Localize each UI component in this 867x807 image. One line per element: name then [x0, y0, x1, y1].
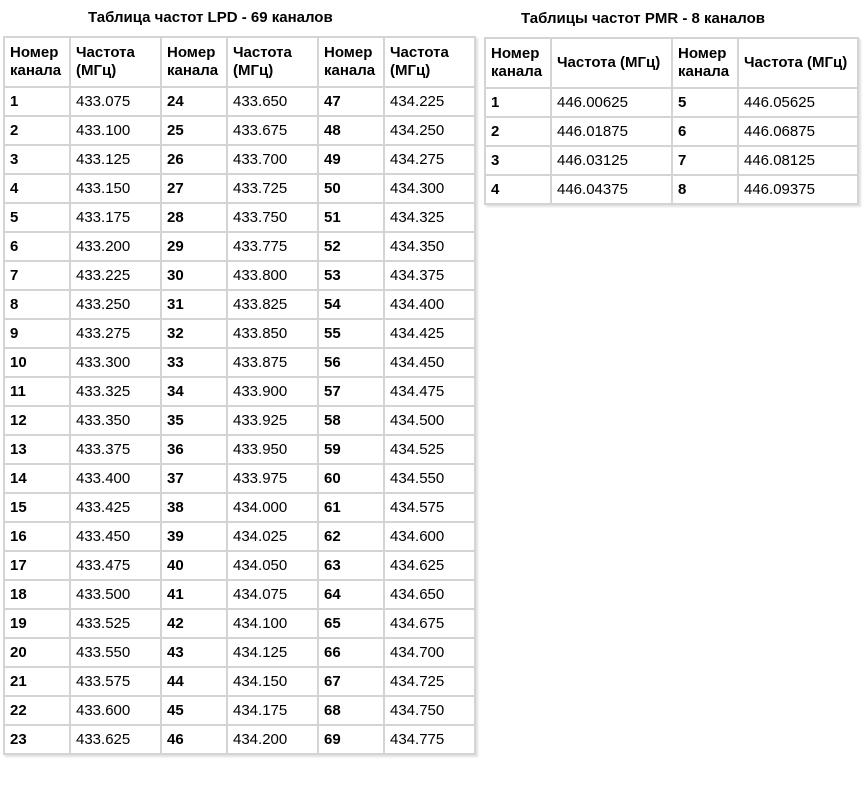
channel-number-cell: 42: [161, 609, 227, 638]
frequency-cell: 433.125: [70, 145, 161, 174]
frequency-cell: 433.975: [227, 464, 318, 493]
frequency-cell: 433.550: [70, 638, 161, 667]
header-frequency: Частота (МГц): [738, 38, 858, 88]
channel-number-cell: 52: [318, 232, 384, 261]
frequency-cell: 434.700: [384, 638, 475, 667]
frequency-cell: 433.175: [70, 203, 161, 232]
channel-number-cell: 24: [161, 87, 227, 116]
pmr-table-title: Таблицы частот PMR - 8 каналов: [521, 10, 765, 27]
frequency-cell: 434.125: [227, 638, 318, 667]
frequency-cell: 434.450: [384, 348, 475, 377]
table-row: [4, 435, 475, 464]
channel-number-cell: 31: [161, 290, 227, 319]
frequency-cell: 446.06875: [738, 117, 858, 146]
channel-number-cell: 23: [4, 725, 70, 754]
table-row: [485, 175, 858, 204]
channel-number-cell: 60: [318, 464, 384, 493]
channel-number-cell: 15: [4, 493, 70, 522]
lpd-table-title: Таблица частот LPD - 69 каналов: [88, 9, 333, 26]
channel-number-cell: 37: [161, 464, 227, 493]
table-header-row: [485, 38, 858, 88]
frequency-cell: 433.575: [70, 667, 161, 696]
frequency-cell: 433.425: [70, 493, 161, 522]
channel-number-cell: 3: [4, 145, 70, 174]
channel-number-cell: 58: [318, 406, 384, 435]
channel-number-cell: 28: [161, 203, 227, 232]
channel-number-cell: 68: [318, 696, 384, 725]
frequency-cell: 434.575: [384, 493, 475, 522]
channel-number-cell: 38: [161, 493, 227, 522]
frequency-cell: 433.325: [70, 377, 161, 406]
channel-number-cell: 3: [485, 146, 551, 175]
header-channel-number: Номер канала: [161, 37, 227, 87]
lpd-frequency-table: [3, 36, 476, 755]
channel-number-cell: 8: [672, 175, 738, 204]
frequency-cell: 433.300: [70, 348, 161, 377]
frequency-cell: 434.375: [384, 261, 475, 290]
frequency-cell: 433.275: [70, 319, 161, 348]
frequency-cell: 434.775: [384, 725, 475, 754]
table-row: [4, 406, 475, 435]
frequency-cell: 434.475: [384, 377, 475, 406]
channel-number-cell: 6: [672, 117, 738, 146]
frequency-cell: 433.100: [70, 116, 161, 145]
channel-number-cell: 5: [4, 203, 70, 232]
channel-number-cell: 20: [4, 638, 70, 667]
frequency-cell: 433.675: [227, 116, 318, 145]
frequency-cell: 433.200: [70, 232, 161, 261]
header-frequency: Частота (МГц): [551, 38, 672, 88]
channel-number-cell: 21: [4, 667, 70, 696]
frequency-cell: 434.600: [384, 522, 475, 551]
frequency-cell: 433.850: [227, 319, 318, 348]
header-frequency: Частота (МГц): [227, 37, 318, 87]
frequency-cell: 433.725: [227, 174, 318, 203]
frequency-cell: 434.100: [227, 609, 318, 638]
frequency-cell: 434.275: [384, 145, 475, 174]
channel-number-cell: 67: [318, 667, 384, 696]
frequency-cell: 446.08125: [738, 146, 858, 175]
table-row: [485, 88, 858, 117]
channel-number-cell: 39: [161, 522, 227, 551]
channel-number-cell: 16: [4, 522, 70, 551]
table-row: [4, 377, 475, 406]
channel-number-cell: 35: [161, 406, 227, 435]
channel-number-cell: 8: [4, 290, 70, 319]
channel-number-cell: 66: [318, 638, 384, 667]
frequency-cell: 434.750: [384, 696, 475, 725]
frequency-cell: 433.950: [227, 435, 318, 464]
frequency-cell: 433.450: [70, 522, 161, 551]
frequency-cell: 434.150: [227, 667, 318, 696]
channel-number-cell: 69: [318, 725, 384, 754]
channel-number-cell: 61: [318, 493, 384, 522]
frequency-cell: 433.075: [70, 87, 161, 116]
frequency-cell: 433.400: [70, 464, 161, 493]
table-row: [4, 493, 475, 522]
header-channel-number: Номер канала: [318, 37, 384, 87]
channel-number-cell: 7: [4, 261, 70, 290]
frequency-cell: 433.775: [227, 232, 318, 261]
table-row: [4, 145, 475, 174]
frequency-cell: 434.425: [384, 319, 475, 348]
header-frequency: Частота (МГц): [70, 37, 161, 87]
channel-number-cell: 51: [318, 203, 384, 232]
channel-number-cell: 25: [161, 116, 227, 145]
frequency-cell: 433.700: [227, 145, 318, 174]
channel-number-cell: 45: [161, 696, 227, 725]
table-header-row: [4, 37, 475, 87]
channel-number-cell: 4: [4, 174, 70, 203]
channel-number-cell: 55: [318, 319, 384, 348]
channel-number-cell: 17: [4, 551, 70, 580]
channel-number-cell: 12: [4, 406, 70, 435]
table-row: [4, 522, 475, 551]
channel-number-cell: 47: [318, 87, 384, 116]
channel-number-cell: 19: [4, 609, 70, 638]
channel-number-cell: 50: [318, 174, 384, 203]
channel-number-cell: 11: [4, 377, 70, 406]
frequency-cell: 434.550: [384, 464, 475, 493]
frequency-cell: 434.675: [384, 609, 475, 638]
channel-number-cell: 44: [161, 667, 227, 696]
frequency-cell: 434.725: [384, 667, 475, 696]
table-row: [4, 638, 475, 667]
channel-number-cell: 29: [161, 232, 227, 261]
frequency-cell: 434.400: [384, 290, 475, 319]
frequency-cell: 434.200: [227, 725, 318, 754]
frequency-cell: 433.525: [70, 609, 161, 638]
channel-number-cell: 6: [4, 232, 70, 261]
frequency-cell: 433.800: [227, 261, 318, 290]
channel-number-cell: 48: [318, 116, 384, 145]
frequency-cell: 446.05625: [738, 88, 858, 117]
frequency-cell: 434.075: [227, 580, 318, 609]
frequency-cell: 434.000: [227, 493, 318, 522]
frequency-cell: 434.325: [384, 203, 475, 232]
channel-number-cell: 30: [161, 261, 227, 290]
channel-number-cell: 2: [485, 117, 551, 146]
frequency-cell: 433.650: [227, 87, 318, 116]
channel-number-cell: 1: [4, 87, 70, 116]
frequency-cell: 446.01875: [551, 117, 672, 146]
channel-number-cell: 10: [4, 348, 70, 377]
frequency-cell: 433.625: [70, 725, 161, 754]
frequency-cell: 433.500: [70, 580, 161, 609]
header-channel-number: Номер канала: [485, 38, 551, 88]
header-channel-number: Номер канала: [4, 37, 70, 87]
table-row: [485, 117, 858, 146]
table-row: [485, 146, 858, 175]
header-frequency: Частота (МГц): [384, 37, 475, 87]
frequency-cell: 434.500: [384, 406, 475, 435]
table-row: [4, 232, 475, 261]
table-row: [4, 319, 475, 348]
table-row: [4, 609, 475, 638]
channel-number-cell: 13: [4, 435, 70, 464]
table-row: [4, 203, 475, 232]
frequency-cell: 434.525: [384, 435, 475, 464]
table-row: [4, 174, 475, 203]
channel-number-cell: 59: [318, 435, 384, 464]
frequency-cell: 446.09375: [738, 175, 858, 204]
frequency-cell: 434.300: [384, 174, 475, 203]
table-row: [4, 116, 475, 145]
frequency-cell: 433.875: [227, 348, 318, 377]
channel-number-cell: 53: [318, 261, 384, 290]
channel-number-cell: 64: [318, 580, 384, 609]
table-row: [4, 696, 475, 725]
table-row: [4, 667, 475, 696]
channel-number-cell: 54: [318, 290, 384, 319]
channel-number-cell: 18: [4, 580, 70, 609]
frequency-cell: 433.350: [70, 406, 161, 435]
channel-number-cell: 36: [161, 435, 227, 464]
frequency-cell: 433.900: [227, 377, 318, 406]
frequency-cell: 434.050: [227, 551, 318, 580]
channel-number-cell: 9: [4, 319, 70, 348]
channel-number-cell: 33: [161, 348, 227, 377]
channel-number-cell: 32: [161, 319, 227, 348]
pmr-frequency-table: [484, 37, 859, 205]
frequency-cell: 434.025: [227, 522, 318, 551]
table-row: [4, 725, 475, 754]
channel-number-cell: 49: [318, 145, 384, 174]
channel-number-cell: 1: [485, 88, 551, 117]
channel-number-cell: 62: [318, 522, 384, 551]
table-row: [4, 290, 475, 319]
frequency-cell: 433.825: [227, 290, 318, 319]
channel-number-cell: 14: [4, 464, 70, 493]
table-row: [4, 87, 475, 116]
frequency-cell: 434.625: [384, 551, 475, 580]
frequency-cell: 433.375: [70, 435, 161, 464]
channel-number-cell: 2: [4, 116, 70, 145]
table-row: [4, 348, 475, 377]
frequency-cell: 434.350: [384, 232, 475, 261]
frequency-cell: 434.250: [384, 116, 475, 145]
channel-number-cell: 41: [161, 580, 227, 609]
frequency-cell: 433.150: [70, 174, 161, 203]
channel-number-cell: 65: [318, 609, 384, 638]
channel-number-cell: 27: [161, 174, 227, 203]
frequency-cell: 433.250: [70, 290, 161, 319]
channel-number-cell: 26: [161, 145, 227, 174]
frequency-cell: 434.225: [384, 87, 475, 116]
table-row: [4, 580, 475, 609]
frequency-cell: 433.925: [227, 406, 318, 435]
channel-number-cell: 46: [161, 725, 227, 754]
table-row: [4, 464, 475, 493]
channel-number-cell: 4: [485, 175, 551, 204]
channel-number-cell: 57: [318, 377, 384, 406]
channel-number-cell: 43: [161, 638, 227, 667]
frequency-cell: 446.00625: [551, 88, 672, 117]
frequency-cell: 434.175: [227, 696, 318, 725]
channel-number-cell: 56: [318, 348, 384, 377]
channel-number-cell: 5: [672, 88, 738, 117]
frequency-cell: 446.04375: [551, 175, 672, 204]
frequency-cell: 433.600: [70, 696, 161, 725]
frequency-cell: 433.750: [227, 203, 318, 232]
frequency-cell: 446.03125: [551, 146, 672, 175]
channel-number-cell: 63: [318, 551, 384, 580]
channel-number-cell: 34: [161, 377, 227, 406]
table-row: [4, 551, 475, 580]
channel-number-cell: 7: [672, 146, 738, 175]
channel-number-cell: 40: [161, 551, 227, 580]
frequency-cell: 434.650: [384, 580, 475, 609]
header-channel-number: Номер канала: [672, 38, 738, 88]
channel-number-cell: 22: [4, 696, 70, 725]
table-row: [4, 261, 475, 290]
frequency-cell: 433.475: [70, 551, 161, 580]
frequency-cell: 433.225: [70, 261, 161, 290]
